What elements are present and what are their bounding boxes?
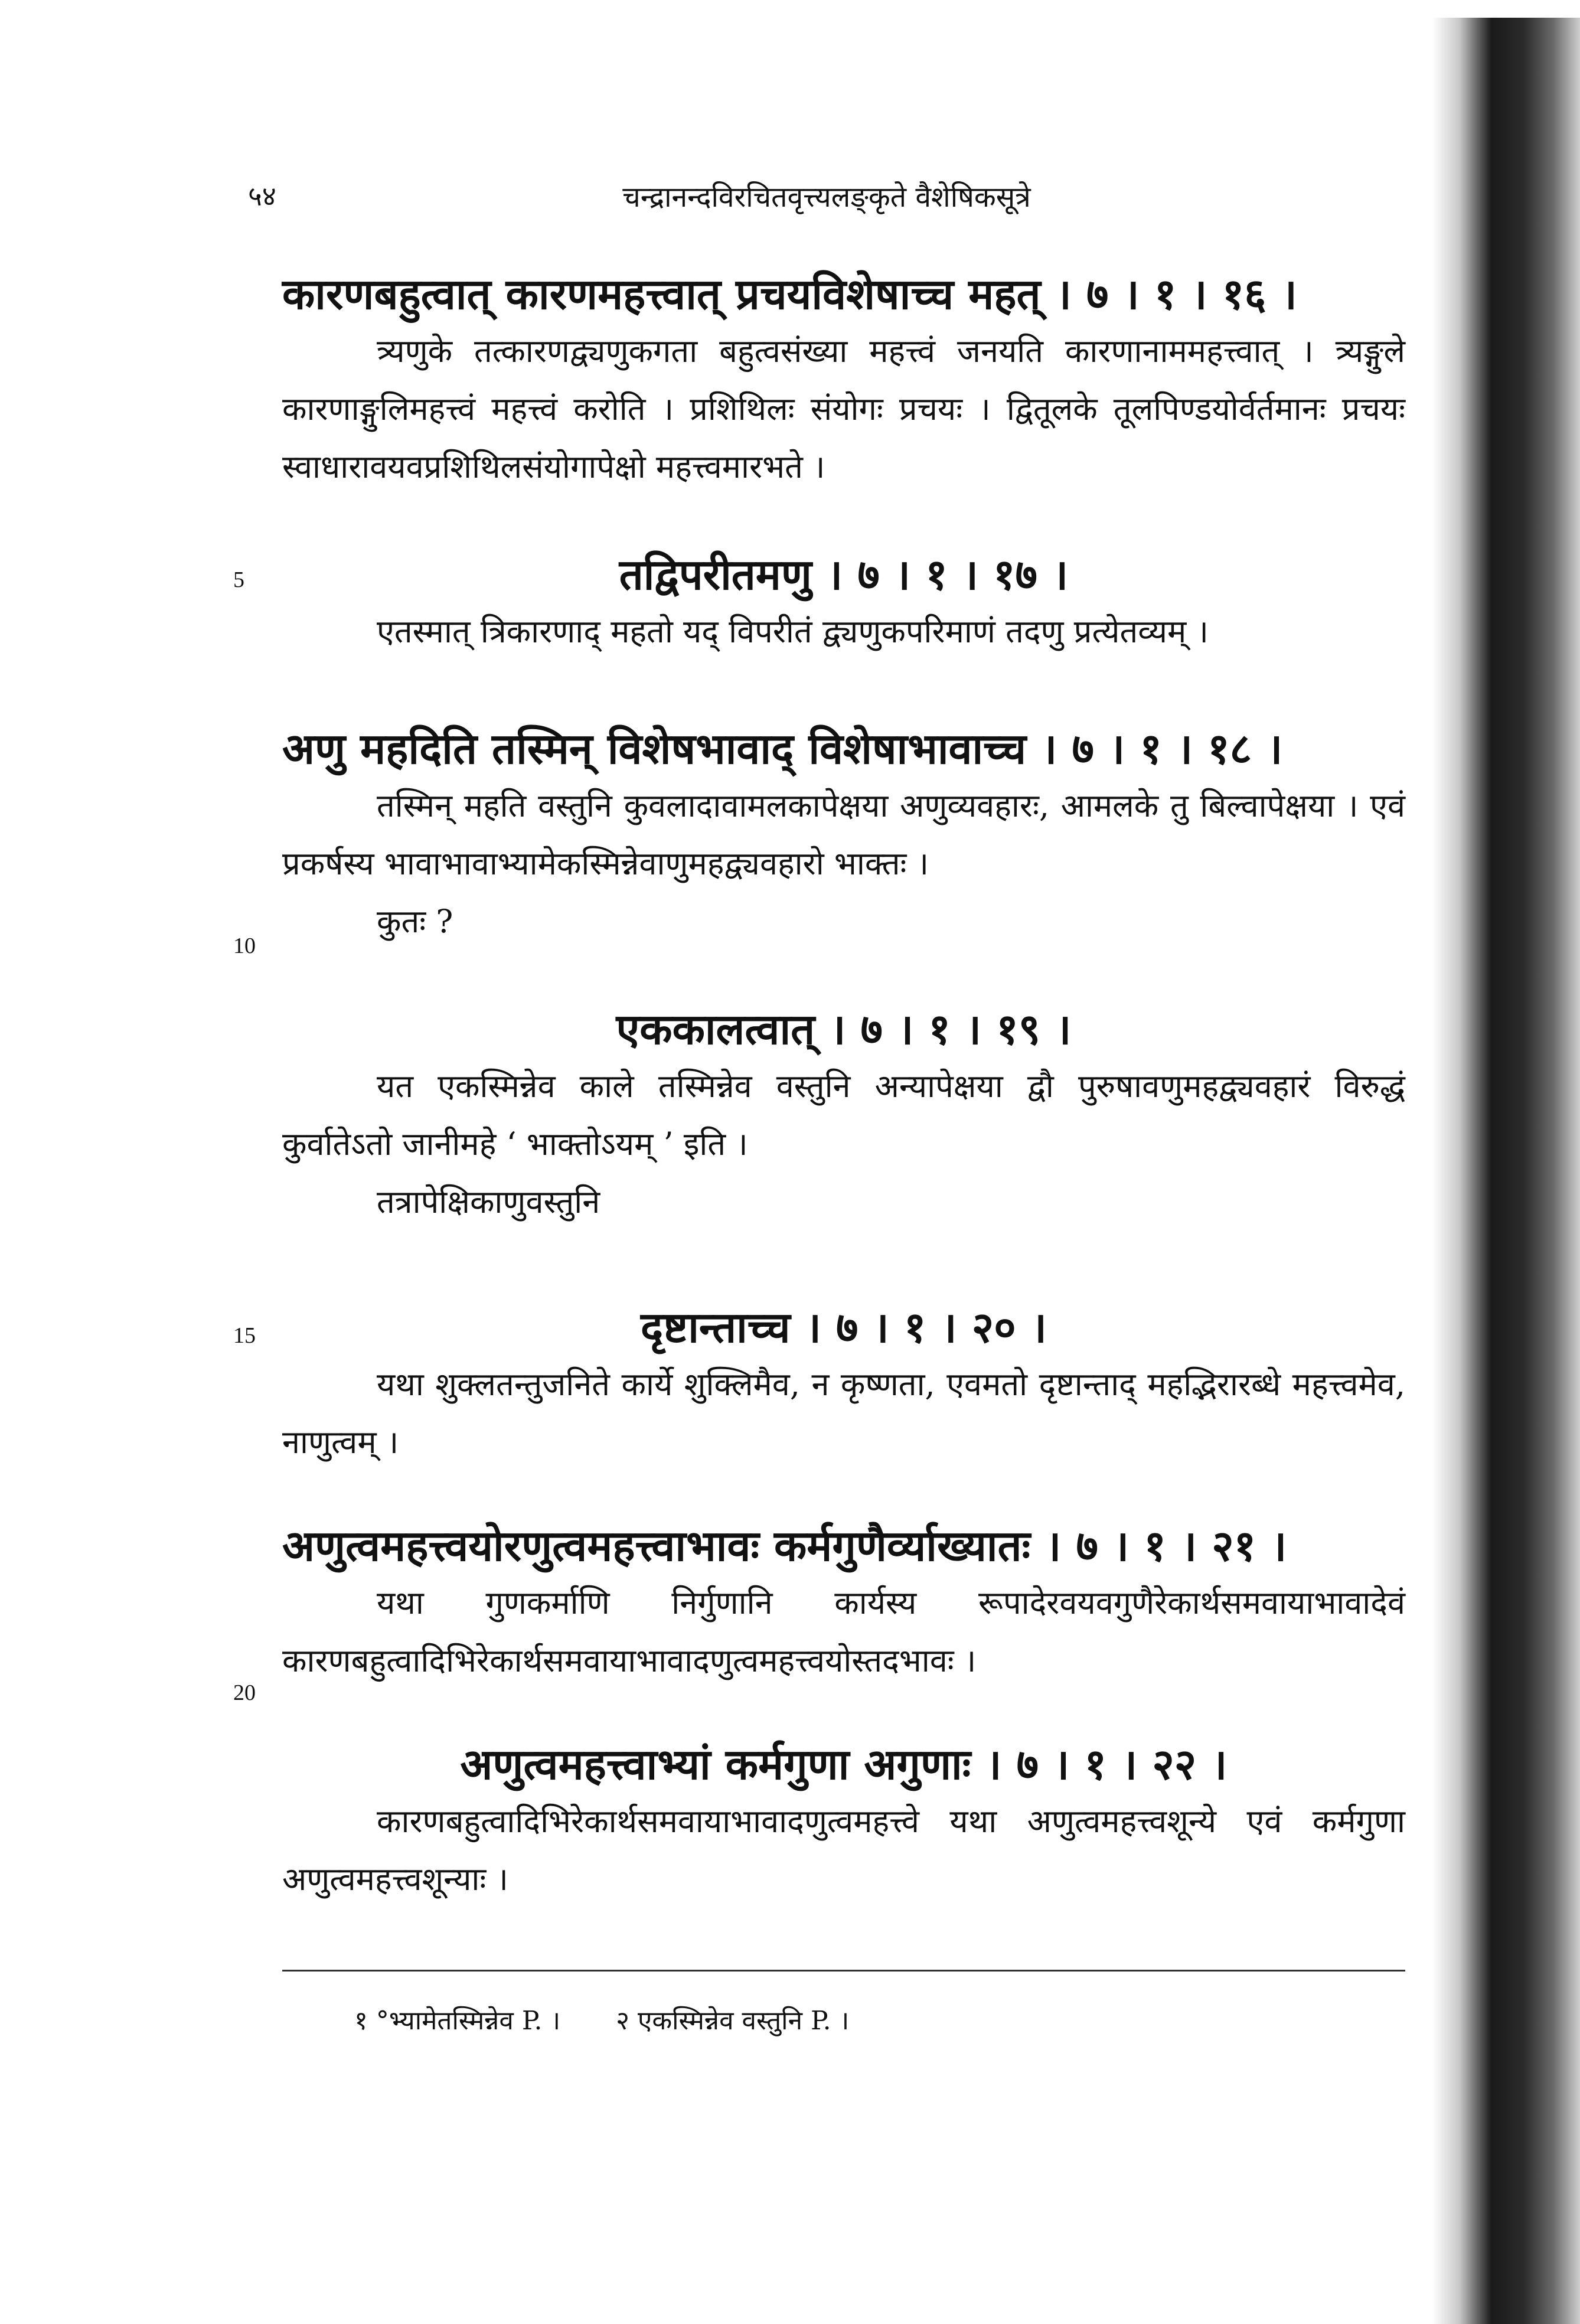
sutra-text: दृष्टान्ताच्च । ७ । १ । २० । [640,1302,1047,1352]
sutra-section [282,266,1405,496]
commentary-paragraph: यथा शुक्लतन्तुजनिते कार्ये शुक्लिमैव, न कृष्णता, एवमतो दृष्टान्ताद् महद्भिरारब्धे महत्त्वमेव, नाणुत्वम् । [282,1366,1405,1461]
sutra-section [282,1001,1405,1231]
footnotes [354,2002,896,2037]
sutra-section [282,1517,1405,1690]
sutra-text: अणुत्वमहत्त्वयोरणुत्वमहत्त्वाभावः कर्मगुणैर्व्याख्यातः । ७ । १ । २१ । [282,1520,1287,1571]
margin-line-number: 5 [233,567,244,592]
margin-line-number: 10 [233,933,256,958]
lead-in-line: तत्रापेक्षिकाणुवस्तुनि [377,1183,600,1220]
sutra-text: अणु महदिति तस्मिन् विशेषभावाद् विशेषाभावाच्च । ७ । १ । १८ । [282,723,1283,773]
sutra-section [282,1736,1405,1908]
commentary-paragraph: यथा गुणकर्माणि निर्गुणानि कार्यस्य रूपादेरवयवगुणैरेकार्थसमवायाभावादेवं कारणबहुत्वादिभिरेकार्थसमवायाभावादणुत्वमहत्त्वयोस्तदभावः । [282,1584,1405,1679]
margin-line-number: 20 [233,1680,256,1705]
sutra-section [282,720,1405,951]
question-line: कुतः ? [377,903,453,940]
scanned-page-edge-shadow [1432,18,1580,2324]
footnote-2: २ एकस्मिन्नेव वस्तुनि P. । [616,2006,850,2036]
commentary-paragraph: यत एकस्मिन्नेव काले तस्मिन्नेव वस्तुनि अन्यापेक्षया द्वौ पुरुषावणुमहद्व्यवहारं विरुद्धं कुर्वातेऽतो जानीमहे ‘ भाक्तोऽयम् ’ इति । [282,1068,1405,1163]
sutra-text: कारणबहुत्वात् कारणमहत्त्वात् प्रचयविशेषाच्च महत् । ७ । १ । १६ । [282,269,1297,319]
sutra-text: अणुत्वमहत्त्वाभ्यां कर्मगुणा अगुणाः । ७ । १ । २२ । [460,1739,1228,1789]
footnote-1: १ °भ्यामेतस्मिन्नेव P. । [354,2006,561,2036]
footnote-divider [282,1970,1405,1972]
commentary-paragraph: एतस्मात् त्रिकारणाद् महतो यद् विपरीतं द्व्यणुकपरिमाणं तदणु प्रत्येतव्यम् । [377,613,1209,650]
commentary-paragraph: त्र्यणुके तत्कारणद्व्यणुकगता बहुत्वसंख्या महत्त्वं जनयति कारणानाममहत्त्वात् । त्र्यङ्गुले कारणाङ्गुलिमहत्त्वं महत्त्वं करोति । प्रशिथिलः संयोगः प्रचयः । द्वितूलके तूलपिण्डयोर्वर्तमानः प्रचयः स्वाधारावयवप्रशिथिलसंयोगापेक्षो महत्त्वमारभते । [282,332,1405,485]
sutra-section [282,546,1405,661]
margin-line-number: 15 [233,1323,256,1348]
sutra-text: एककालत्वात् । ७ । १ । १९ । [616,1004,1072,1054]
running-header [248,177,1405,224]
sutra-section [282,1299,1405,1471]
commentary-paragraph: कारणबहुत्वादिभिरेकार्थसमवायाभावादणुत्वमहत्त्वे यथा अणुत्वमहत्त्वशून्ये एवं कर्मगुणा अणुत्वमहत्त्वशून्याः । [282,1803,1405,1898]
sutra-text: तद्विपरीतमणु । ७ । १ । १७ । [619,549,1069,599]
commentary-paragraph: तस्मिन् महति वस्तुनि कुवलादावामलकापेक्षया अणुव्यवहारः, आमलके तु बिल्वापेक्षया । एवं प्रकर्षस्य भावाभावाभ्यामेकस्मिन्नेवाणुमहद्व्यवहारो भाक्तः । [282,787,1405,882]
page-number: ५४ [248,180,276,212]
running-title: चन्द्रानन्दविरचितवृत्त्यलङ्कृते वैशेषिकसूत्रे [622,181,1031,214]
